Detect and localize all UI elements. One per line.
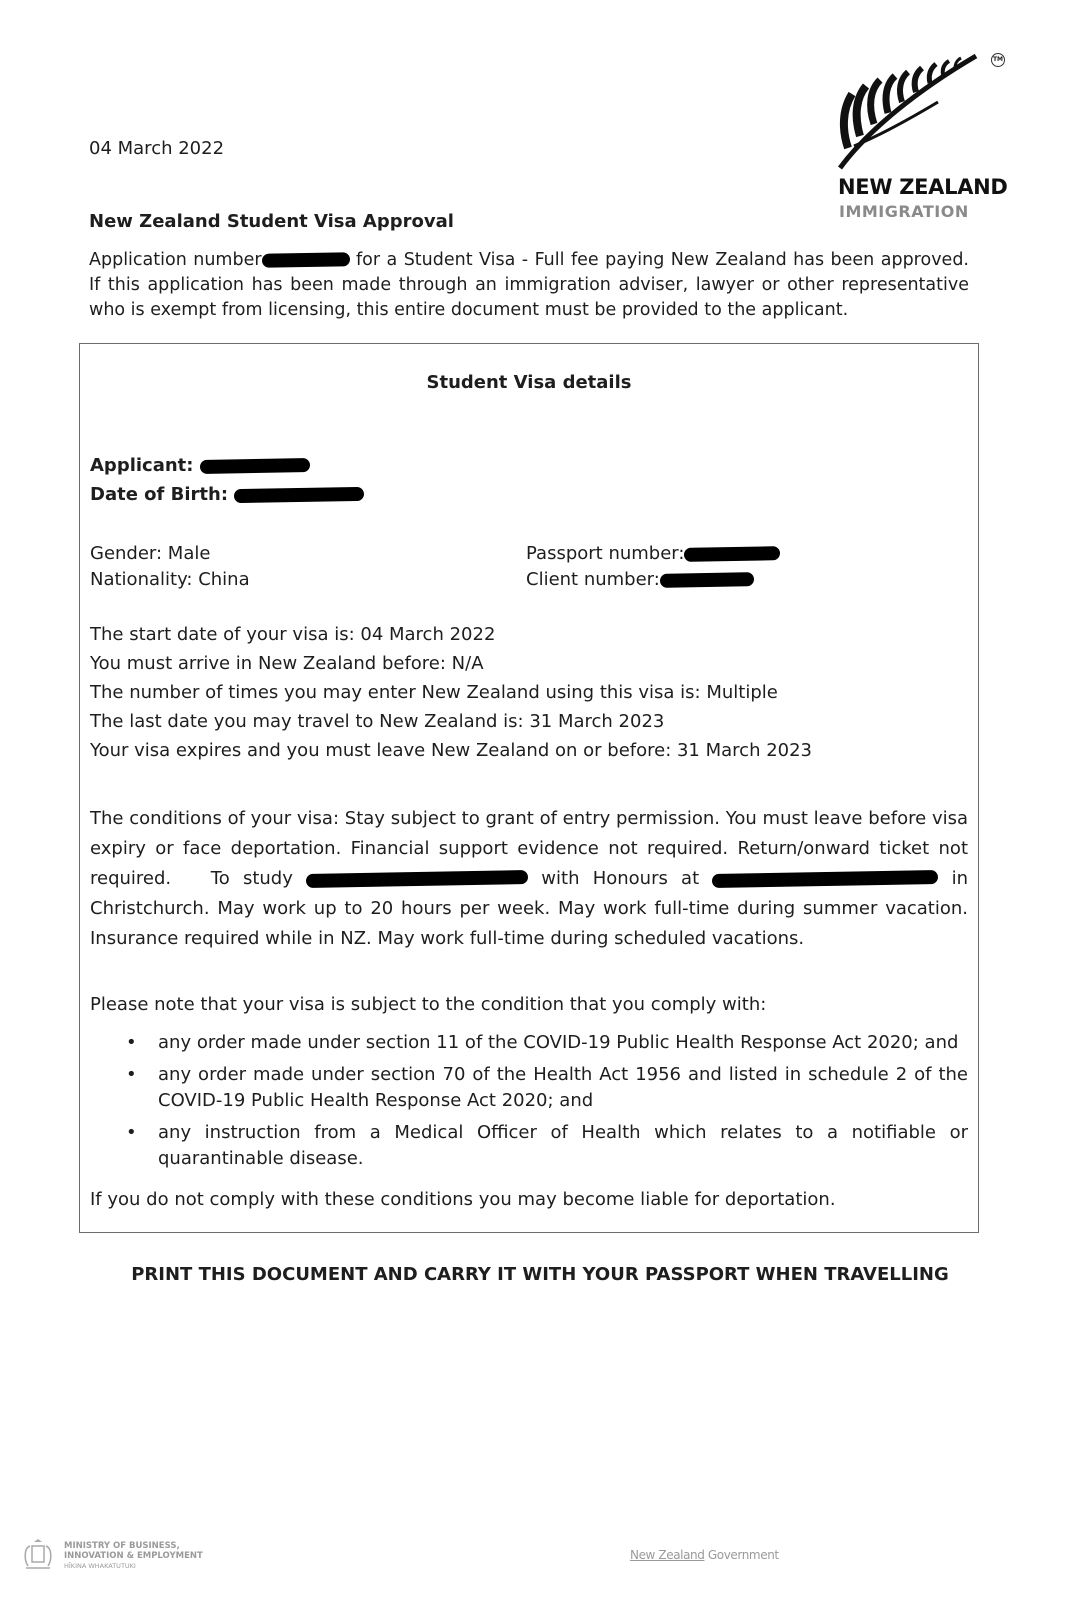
dob-field <box>90 484 364 505</box>
coat-of-arms-icon <box>20 1538 56 1572</box>
intro-paragraph <box>89 248 969 323</box>
last-travel-line: The last date you may travel to New Zealand is: 31 March 2023 <box>90 711 665 732</box>
conditions-text-1: The conditions of your visa: Stay subject to grant of entry permission. You must leave before visa expiry or face deportation. Financial support evidence not required. Return/onward ticket not required. To study <box>90 808 968 889</box>
client-label: Client number: <box>526 569 660 590</box>
visa-conditions-paragraph <box>90 804 968 954</box>
redacted-passport-number <box>684 546 780 562</box>
applicant-label: Applicant: <box>90 455 194 476</box>
govt-text-part2: Government <box>704 1548 779 1562</box>
gender-field: Gender: Male <box>90 543 211 564</box>
redacted-date-of-birth <box>234 487 364 503</box>
redacted-application-number <box>261 252 349 268</box>
compliance-list <box>90 1030 968 1178</box>
list-item-text: any order made under section 11 of the COVID-19 Public Health Response Act 2020; and <box>158 1032 959 1053</box>
conditions-text-2: with Honours at <box>528 868 713 889</box>
nz-government-footer <box>630 1548 779 1562</box>
redacted-institution <box>712 870 938 888</box>
list-item-text: any order made under section 70 of the Health Act 1956 and listed in schedule 2 of the COVID-19 Public Health Response Act 2020; and <box>158 1064 968 1111</box>
passport-label: Passport number: <box>526 543 685 564</box>
client-field <box>526 569 754 590</box>
mbie-line-1: MINISTRY OF BUSINESS, <box>64 1541 180 1551</box>
list-item <box>90 1062 968 1114</box>
mbie-line-3: HĪKINA WHAKATUTUKI <box>64 1562 136 1570</box>
govt-text-part1: New Zealand <box>630 1548 705 1562</box>
intro-text-start: Application number <box>89 250 262 270</box>
redacted-study-programme <box>306 870 528 888</box>
intro-text-rest: for a Student Visa - Full fee paying New Zealand has been approved. If this application has been made through an immigration adviser, lawyer or other representative who is exempt from licensing, this entire document must be provided to the applicant. <box>89 250 969 320</box>
conditions-text-3: in Christchurch. May work up to 20 hours per week. May work full-time during summer vacation. Insurance required while in NZ. May work full-time during scheduled vacations. <box>90 868 968 949</box>
nationality-field: Nationality: China <box>90 569 250 590</box>
visa-details-title: Student Visa details <box>426 372 632 393</box>
dob-label: Date of Birth: <box>90 484 229 505</box>
print-notice: PRINT THIS DOCUMENT AND CARRY IT WITH YOUR PASSPORT WHEN TRAVELLING <box>131 1264 949 1285</box>
bullet-icon: • <box>126 1064 137 1085</box>
logo-immigration: IMMIGRATION <box>839 202 969 221</box>
redacted-applicant-name <box>200 458 310 474</box>
deportation-warning: If you do not comply with these conditions you may become liable for deportation. <box>90 1189 836 1210</box>
applicant-field <box>90 455 310 476</box>
bullet-icon: • <box>126 1122 137 1143</box>
compliance-note: Please note that your visa is subject to the condition that you comply with: <box>90 994 767 1015</box>
mbie-footer-logo <box>20 1538 240 1574</box>
list-item <box>90 1030 968 1056</box>
nz-immigration-logo <box>838 50 1038 230</box>
silver-fern-icon <box>838 50 988 175</box>
logo-new-zealand: NEW ZEALAND <box>838 175 1008 199</box>
trademark-symbol: TM <box>991 53 1005 67</box>
visa-details-box <box>79 343 979 1233</box>
list-item <box>90 1120 968 1172</box>
list-item-text: any instruction from a Medical Officer of Health which relates to a notifiable or quarantinable disease. <box>158 1122 968 1169</box>
passport-field <box>526 543 780 564</box>
letter-heading: New Zealand Student Visa Approval <box>89 211 454 232</box>
redacted-client-number <box>660 572 754 588</box>
expiry-line: Your visa expires and you must leave New Zealand on or before: 31 March 2023 <box>90 740 813 761</box>
mbie-line-2: INNOVATION & EMPLOYMENT <box>64 1551 203 1561</box>
entries-line: The number of times you may enter New Zealand using this visa is: Multiple <box>90 682 778 703</box>
bullet-icon: • <box>126 1032 137 1053</box>
letter-date: 04 March 2022 <box>89 138 225 159</box>
mbie-text <box>64 1541 203 1571</box>
arrive-before-line: You must arrive in New Zealand before: N/A <box>90 653 484 674</box>
start-date-line: The start date of your visa is: 04 March 2022 <box>90 624 496 645</box>
